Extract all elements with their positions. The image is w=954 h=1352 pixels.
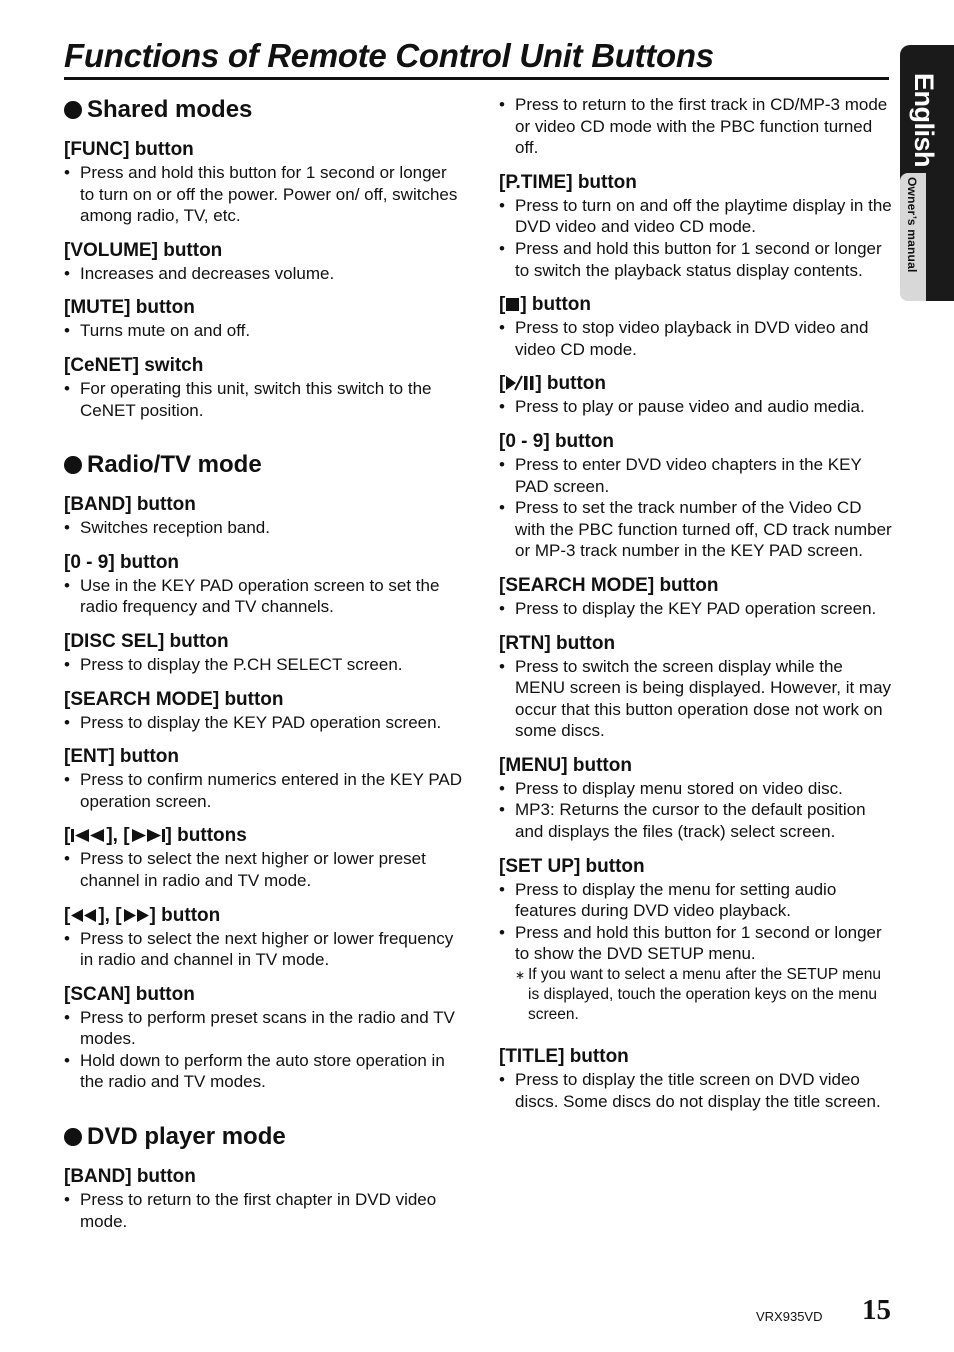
- band-button-block: [64, 493, 464, 539]
- left-column: [64, 94, 464, 1244]
- list-item: • Press to display the KEY PAD operation screen.: [499, 598, 894, 620]
- list-item: • Press to turn on and off the playtime display in the DVD video and video CD mode.: [499, 195, 894, 238]
- button-heading: [ ], [ ] buttons: [64, 825, 247, 847]
- play-pause-button-block: [499, 372, 894, 418]
- button-heading: [DISC SEL] button: [64, 630, 229, 652]
- skip-buttons-block: [64, 824, 464, 891]
- button-heading: [ ] button: [499, 373, 607, 395]
- list-item: • Press to display the title screen on DVD video discs. Some discs do not display the title screen.: [499, 1069, 894, 1112]
- list-item: • Press to select the next higher or lower preset channel in radio and TV mode.: [64, 848, 464, 891]
- volume-button-block: [64, 239, 464, 285]
- page-number: 15: [862, 1294, 891, 1326]
- list-item: • Increases and decreases volume.: [64, 263, 464, 285]
- list-item: • Press to enter DVD video chapters in the KEY PAD screen.: [499, 454, 894, 497]
- manual-tab-label: Owner’s manual: [905, 177, 919, 273]
- section-heading-text: DVD player mode: [87, 1123, 286, 1151]
- list-item: • Press to stop video playback in DVD video and video CD mode.: [499, 317, 894, 360]
- stop-icon: [505, 297, 520, 312]
- right-column: [499, 94, 894, 1124]
- section-heading-text: Radio/TV mode: [87, 451, 262, 479]
- list-item: • For operating this unit, switch this switch to the CeNET position.: [64, 378, 464, 421]
- list-item: • Press to play or pause video and audio media.: [499, 396, 894, 418]
- skip-forward-icon: [130, 828, 166, 843]
- button-heading: [TITLE] button: [499, 1046, 629, 1068]
- button-heading: [SCAN] button: [64, 983, 195, 1005]
- list-item: • Press to perform preset scans in the radio and TV modes.: [64, 1007, 464, 1050]
- list-item: • Press to return to the first chapter in DVD video mode.: [64, 1189, 464, 1232]
- ptime-button-block: [499, 171, 894, 281]
- mute-button-block: [64, 296, 464, 342]
- bullet-dot-icon: [64, 456, 82, 474]
- list-item: • Switches reception band.: [64, 517, 464, 539]
- cenet-switch-block: [64, 354, 464, 421]
- button-heading: [SEARCH MODE] button: [499, 574, 719, 596]
- list-item: • Press to display the KEY PAD operation screen.: [64, 712, 464, 734]
- note-text: If you want to select a menu after the SETUP menu is displayed, touch the operation keys on the menu screen.: [528, 966, 881, 1024]
- list-item: • MP3: Returns the cursor to the default position and displays the files (track) select screen.: [499, 799, 894, 842]
- scan-button-block: [64, 983, 464, 1093]
- list-item: • Press to display the menu for setting audio features during DVD video playback.: [499, 879, 894, 922]
- button-heading: [ ], [ ] button: [64, 904, 221, 926]
- stop-button-block: [499, 293, 894, 360]
- list-item: • Press and hold this button for 1 second or longer to turn on or off the power. Power on/ off, switches among radio, TV, etc.: [64, 162, 464, 227]
- setup-note: [499, 965, 894, 1025]
- ent-button-block: [64, 745, 464, 812]
- section-heading-dvd: [64, 1121, 464, 1153]
- number-button-block: [64, 551, 464, 618]
- list-item: • Press to display the P.CH SELECT screen.: [64, 654, 464, 676]
- model-number: VRX935VD: [756, 1309, 823, 1324]
- list-item: • Press to display menu stored on video disc.: [499, 778, 894, 800]
- section-heading-radio: [64, 449, 464, 481]
- button-heading: [VOLUME] button: [64, 239, 223, 261]
- title-button-block: [499, 1045, 894, 1112]
- button-heading: [RTN] button: [499, 632, 616, 654]
- bullet-dot-icon: [64, 101, 82, 119]
- button-heading: [P.TIME] button: [499, 171, 637, 193]
- button-heading-suffix: ] button: [520, 294, 592, 316]
- button-heading: [MENU] button: [499, 754, 632, 776]
- button-heading: [ ] button: [499, 294, 592, 316]
- page-title: Functions of Remote Control Unit Buttons: [64, 37, 714, 74]
- list-item: • Press to confirm numerics entered in the KEY PAD operation screen.: [64, 769, 464, 812]
- button-heading: [CeNET] switch: [64, 354, 204, 376]
- list-item: • Press and hold this button for 1 second or longer to show the DVD SETUP menu.: [499, 922, 894, 965]
- button-heading: [0 - 9] button: [499, 430, 615, 452]
- func-button-block: [64, 138, 464, 227]
- list-item: • Press and hold this button for 1 second or longer to switch the playback status display contents.: [499, 238, 894, 281]
- language-tab-label: English: [909, 73, 939, 168]
- button-heading: [MUTE] button: [64, 297, 195, 319]
- dvd-band-continued-block: [499, 94, 894, 159]
- disc-sel-button-block: [64, 630, 464, 676]
- skip-back-icon: [70, 828, 106, 843]
- dvd-search-mode-button-block: [499, 574, 894, 620]
- menu-button-block: [499, 754, 894, 843]
- fast-forward-icon: [122, 908, 150, 923]
- list-item: • Turns mute on and off.: [64, 320, 464, 342]
- button-heading: [0 - 9] button: [64, 551, 180, 573]
- seek-buttons-block: [64, 904, 464, 971]
- note-mark: ∗: [515, 968, 526, 983]
- button-heading: [BAND] button: [64, 494, 196, 516]
- rewind-icon: [70, 908, 98, 923]
- list-item: • Press to return to the first track in CD/MP-3 mode or video CD mode with the PBC function turned off.: [499, 94, 894, 159]
- list-item: • Press to switch the screen display while the MENU screen is being displayed. However, it may occur that this button operation dose not work on some discs.: [499, 656, 894, 742]
- button-heading: [SET UP] button: [499, 855, 645, 877]
- dvd-band-button-block: [64, 1165, 464, 1232]
- rtn-button-block: [499, 632, 894, 742]
- setup-button-block: [499, 855, 894, 1025]
- button-heading-suffix: ] button: [149, 904, 221, 926]
- dvd-number-button-block: [499, 430, 894, 562]
- button-heading: [BAND] button: [64, 1166, 196, 1188]
- section-heading-shared: [64, 94, 464, 126]
- button-heading-suffix: ] buttons: [165, 825, 247, 847]
- list-item: • Press to select the next higher or lower frequency in radio and channel in TV mode.: [64, 928, 464, 971]
- play-pause-icon: [505, 375, 535, 391]
- list-item: • Hold down to perform the auto store operation in the radio and TV modes.: [64, 1050, 464, 1093]
- button-heading: [SEARCH MODE] button: [64, 688, 284, 710]
- title-rule: [64, 77, 889, 80]
- button-heading-suffix: ] button: [535, 373, 607, 395]
- button-heading: [ENT] button: [64, 746, 180, 768]
- manual-tab: [900, 173, 926, 301]
- section-heading-text: Shared modes: [87, 96, 253, 123]
- bullet-dot-icon: [64, 1128, 82, 1146]
- list-item: • Use in the KEY PAD operation screen to set the radio frequency and TV channels.: [64, 575, 464, 618]
- list-item: • Press to set the track number of the Video CD with the PBC function turned off, CD track number or MP-3 track number in the KEY PAD screen.: [499, 497, 894, 562]
- button-heading: [FUNC] button: [64, 139, 194, 160]
- search-mode-button-block: [64, 688, 464, 734]
